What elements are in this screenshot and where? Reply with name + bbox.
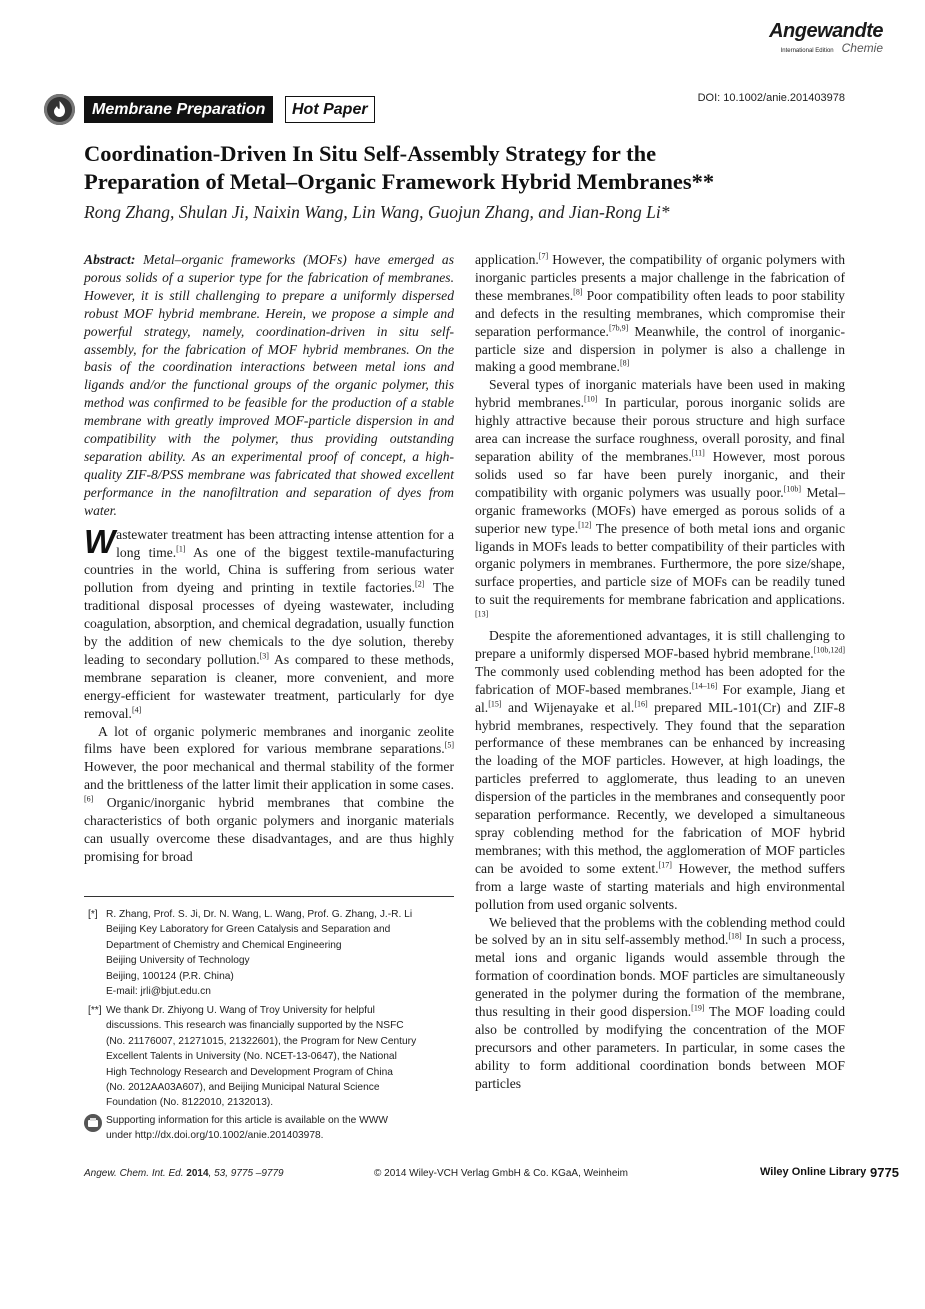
body-text: As one of the biggest textile-manufacturing countries in the world, China is suffering from serious water pollution from dyeing and printing in textile factories. [84,544,454,596]
body-paragraph [84,723,454,866]
citation-ref[interactable]: [17] [658,860,672,870]
journal-abbrev: Angew. Chem. Int. Ed. [84,1168,184,1179]
journal-name: Angewandte [769,20,883,42]
body-text: Poor compatibility often leads to poor stability and defects in the resulting membranes, which compromise their separation performance. [475,287,845,339]
journal-subtitle: Chemie [841,41,883,55]
body-text: The presence of both metal ions and organic ligands in MOFs leads to better compatibility of their particles with organic polymers in membranes. Furthermore, the pore size/shape, surface properties, and particle size of MOFs can be readily tuned to suit the requirements for membrane fabrication and applications. [475,520,845,608]
body-text: However, the compatibility of organic polymers with inorganic particles presents a major challenge in the fabrication of these membranes. [475,252,845,303]
body-text: The MOF loading could also be controlled by modifying the concentration of the MOF precursors and other parameters. In particular, in some cases the ability to form additional coordination bonds between MOF particles [475,1004,845,1091]
citation-ref[interactable]: [8] [573,287,583,297]
footnote-marker: [**] [88,1005,102,1016]
citation-ref[interactable]: [18] [728,931,742,941]
citation-ref[interactable]: [4] [131,705,142,715]
body-text: In such a process, metal ions and organic ligands would assemble through the formation of coordination bonds. MOF particles are simultaneously generated in the polymer during the formation of the membrane, thus resulting in their good dispersion. [475,932,845,1020]
body-text: Metal–organic frameworks (MOFs) have emerged as porous solids of a superior new type. [475,484,845,536]
citation-ref[interactable]: [13] [475,609,489,619]
body-text: Organic/inorganic hybrid membranes that combine the characteristics of both organic polymers and inorganic materials can usually overcome these disadvantages, and are thus highly promising for broad [84,795,454,864]
footnote-line: E-mail: jrli@bjut.edu.cn [106,986,211,998]
citation-ref[interactable]: [16] [634,699,648,709]
footnote-line: Beijing Key Laboratory for Green Catalysis and Separation and [106,924,391,936]
citation-ref[interactable]: [19] [691,1003,705,1013]
footnote-line: High Technology Research and Development Program of China [106,1066,393,1078]
footnote-line: Excellent Talents in University (No. NCET-13-0647), the National [106,1051,397,1063]
body-text: As compared to these methods, membrane separation is cleaner, more convenient, and more energy-efficient for wastewater treatment, particularly for dye removal. [84,651,454,721]
citation-ref[interactable]: [15] [488,699,502,709]
body-text: However, the poor mechanical and thermal stability of the former and the brittleness of the latter limit their application in some cases. [84,759,454,793]
body-text: We believed that the problems with the coblending method could be solved by an in situ self-assembly method. [475,914,845,948]
body-text: The traditional disposal processes of dyeing wastewater, including coagulation, absorption, and chemical degradation, usually function by the addition of new chemicals to the dye solution, thereby leading to secondary pollution. [84,580,454,667]
body-text: In particular, porous inorganic solids are highly attractive because their porous structure and high surface area can increase the surface roughness, overall porosity, and final separation ability of the membranes. [475,395,845,464]
footnote-line: discussions. This research was financially supported by the NSFC [106,1020,404,1032]
citation-ref[interactable]: [7b,9] [608,323,629,333]
body-text: astewater treatment has been attracting intense attention for a long time. [116,526,454,560]
volume-pages: , 53, 9775 –9779 [208,1168,284,1179]
hot-paper-icon [44,94,75,125]
citation-ref[interactable]: [14–16] [691,681,718,691]
journal-logo [769,20,883,57]
body-text: Meanwhile, the control of inorganic-particle size and dispersion in polymer is also a challenge in making a good membrane. [475,323,845,375]
supporting-info-footnote[interactable] [84,1113,456,1144]
footnote-line: Beijing, 100124 (P.R. China) [106,970,234,982]
body-text: application. [475,252,539,267]
wiley-online-library-link[interactable]: Wiley Online Library [760,1166,867,1178]
body-paragraph [475,251,845,376]
affiliation-footnote [84,907,456,999]
article-title [84,140,864,196]
copyright: © 2014 Wiley-VCH Verlag GmbH & Co. KGaA, Weinheim [374,1168,628,1179]
page-number: 9775 [870,1165,899,1180]
journal-edition: International Edition [780,48,834,54]
footnote-line: Supporting information for this article is available on the WWW [106,1115,388,1126]
abstract [84,251,454,520]
body-paragraph [475,627,845,914]
footnote-marker: [*] [88,909,98,920]
year: 2014 [186,1168,209,1179]
citation-ref[interactable]: [11] [691,448,705,458]
citation-ref[interactable]: [7] [538,251,549,261]
footnote-line: Foundation (No. 8122010, 2132013). [106,1097,274,1109]
footnote-line: R. Zhang, Prof. S. Ji, Dr. N. Wang, L. Wang, Prof. G. Zhang, J.-R. Li [106,909,413,920]
citation-ref[interactable]: [8] [619,358,630,368]
footnote-line: under http://dx.doi.org/10.1002/anie.201403978. [106,1130,324,1142]
body-text: For example, Jiang et al. [475,681,845,715]
body-text: A lot of organic polymeric membranes and inorganic zeolite films have been explored for various membrane separations. [84,723,454,757]
abstract-text: Metal–organic frameworks (MOFs) have emerged as porous solids of a superior type for the fabrication of membranes. However, it is still challenging to prepare a uniformly dispersed robust MOF hybrid membrane. Herein, we propose a simple and powerful strategy, namely, coordination-driven in situ self-assembly, for the fabrication of MOF hybrid membranes. On the basis of the coordination interactions between metal ions and ligands and/or the functional groups of the organic polymer, this method was confirmed to be feasible for the production of a stable membrane with greatly improved MOF-particle dispersion in and compatibility with the polymer, thus providing outstanding separation ability. As an experimental proof of concept, a high-quality ZIF-8/PSS membrane was fabricated that showed excellent performance in the nanofiltration and separation of dyes from water. [84,252,454,518]
body-paragraph [475,914,845,1093]
category-label: Membrane Preparation [84,96,273,123]
body-text: Despite the aforementioned advantages, it is still challenging to prepare a uniformly dispersed MOF-based hybrid membrane. [475,628,845,661]
author-list: Rong Zhang, Shulan Ji, Naixin Wang, Lin Wang, Guojun Zhang, and Jian-Rong Li* [84,202,670,222]
citation-ref[interactable]: [10] [584,394,598,404]
acknowledgment-footnote [84,1003,456,1111]
supporting-info-icon [84,1114,102,1132]
footnote-line: Beijing University of Technology [106,955,250,967]
body-text: However, most porous solids used so far have been purely inorganic, and their compatibility with organic polymers was usually poor. [475,448,845,500]
citation-ref[interactable]: [12] [578,520,592,530]
body-paragraph [475,376,845,627]
citation-ref[interactable]: [10b,12d] [813,645,845,655]
title-line: Preparation of Metal–Organic Framework Hybrid Membranes** [84,169,715,194]
citation-ref[interactable]: [1] [176,543,186,553]
title-line: Coordination-Driven In Situ Self-Assembly Strategy for the [84,141,657,166]
right-column [475,251,845,1093]
body-text: and Wijenayake et al. [501,699,635,715]
doi[interactable]: DOI: 10.1002/anie.201403978 [697,92,845,104]
footnote-line: We thank Dr. Zhiyong U. Wang of Troy University for helpful [106,1005,375,1016]
footnote-line: Department of Chemistry and Chemical Engineering [106,939,342,951]
left-column [84,251,454,866]
citation-ref[interactable]: [6] [84,794,94,804]
body-text: prepared MIL-101(Cr) and ZIF-8 hybrid membranes, respectively. They found that the separation performance of these membranes can be enhanced by increasing the loading of the MOF particles. However, at high loadings, the particles preferred to agglomerate, thus leading to an uneven dispersion of the particles in the membranes and consequently poor separation performance. Recently, we developed a simultaneous spray coblending method for the fabrication of MOF hybrid membranes; with this method, the agglomeration of MOF particles can be avoided to some extent. [475,699,846,876]
footnote-line: (No. 21176007, 21271015, 21322601), the Program for New Century [106,1035,417,1047]
body-paragraph [84,522,454,723]
footnote-divider [84,896,454,897]
citation-ref[interactable]: [3] [259,651,269,661]
citation-footer [84,1168,284,1179]
hot-paper-badge: Hot Paper [285,96,375,123]
body-text: Several types of inorganic materials have been used in making hybrid membranes. [475,377,845,411]
abstract-label: Abstract: [84,252,136,267]
citation-ref[interactable]: [2] [415,579,425,589]
body-text: However, the method suffers from a large waste of starting materials and high environmental pollution from used organic solvents. [475,860,845,912]
footnote-line: (No. 2012AA03A607), and Beijing Municipal Natural Science [106,1082,380,1094]
drop-cap: W [84,522,116,560]
citation-ref[interactable]: [5] [444,740,454,750]
body-text: The commonly used coblending method has been adopted for the fabrication of MOF-based membranes. [475,663,845,697]
citation-ref[interactable]: [10b] [783,484,801,494]
